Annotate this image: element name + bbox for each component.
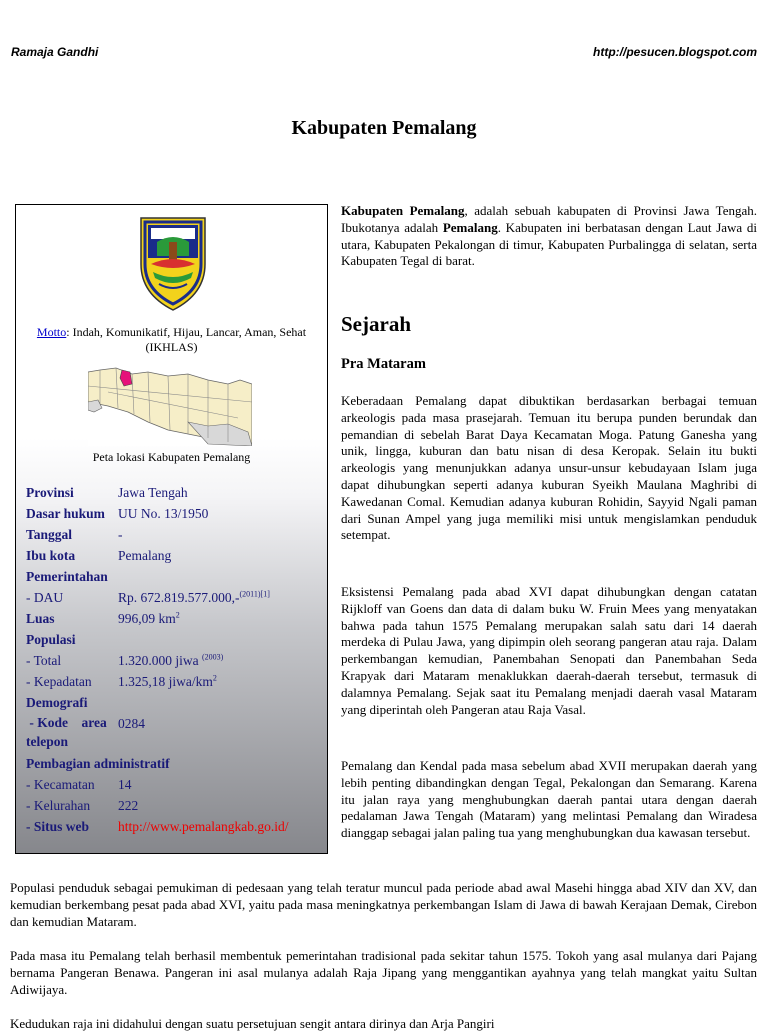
value-dau: Rp. 672.819.577.000,-$^{(2011)[1]}$ — [118, 589, 270, 605]
label-demografi: Demografi — [26, 695, 88, 710]
label-kelurahan: - Kelurahan — [26, 798, 91, 813]
label-luas: Luas — [26, 611, 55, 626]
value-ibu-kota: Pemalang — [118, 548, 172, 563]
heading-sejarah: Sejarah — [341, 312, 411, 336]
website-link[interactable]: http://www.pemalangkab.go.id/ — [118, 819, 289, 834]
paragraph-1: Keberadaan Pemalang dapat dibuktikan berdasarkan berbagai temuan arkeologis pada masa prasejarah. Temuan itu berupa punden berundak dan pemandian di sebelah Barat Daya Kecamatan Moga. Patung Ganesha yang unik, lingga, kuburan dan batu nisan di desa Keropak. Selain itu bukti arkeologis yang menunjukkan adanya unsur-unsur kebudayaan Islam juga dapat dihubungkan seperti adanya kuburan Syeikh Maulana Maghribi di Kawedanan Comal. Kemudian adanya kuburan Rohidin, Sayyid Ngali paman dari Sunan Ampel yang juga memiliki misi untuk mengislamkan penduduk setempat. — [341, 393, 757, 543]
location-map — [88, 362, 252, 446]
label-populasi: Populasi — [26, 632, 76, 647]
label-kode-area: - Kode area telepon — [26, 715, 107, 749]
paragraph-3: Pemalang dan Kendal pada masa sebelum abad XVII merupakan daerah yang lebih penting dibandingkan dengan Tegal, Pekalongan dan Semarang. Karena itu jalan raya yang menghubungkan daerah pantai utara dengan daerah pedalaman Jawa Tengah (Mataram) yang melintasi Pemalang dan Wiradesa dianggap sebagai jalan paling tua yang menghubungkan dua kawasan tersebut. — [341, 758, 757, 841]
subheading-pra-mataram: Pra Mataram — [341, 356, 426, 372]
value-kode-area: 0284 — [118, 716, 145, 731]
value-total: 1.320.000 jiwa $^{(2003)}$ — [118, 652, 224, 668]
row-total — [26, 650, 322, 671]
coat-of-arms-emblem — [135, 214, 211, 312]
row-kecamatan — [26, 774, 322, 795]
motto — [22, 325, 321, 355]
section-populasi — [26, 629, 322, 650]
row-dasar-hukum — [26, 503, 322, 524]
row-ibu-kota — [26, 545, 322, 566]
row-dau — [26, 587, 322, 608]
dau-footnote[interactable]: (2011)[1] — [239, 589, 270, 599]
motto-link[interactable]: Motto — [36, 325, 67, 339]
section-demografi — [26, 692, 322, 713]
infobox-fields — [26, 482, 322, 837]
value-luas: 996,09 $km^2$ — [118, 610, 180, 626]
paragraph-2: Eksistensi Pemalang pada abad XVI dapat dihubungkan dengan catatan Rijkloff van Goens dan data di dalam buku W. Fruin Mees yang menyatakan bahwa pada tahun 1575 Pemalang merupakan salah satu dari 14 daerah merdeka di Pulau Jawa, yang dipimpin oleh seorang pangeran atau raja. Dalam perkembangan kemudian, Panembahan Senopati dan Panembahan Seda Krapyak dari Mataram menaklukkan daerah-daerah tersebut, termasuk di dalamnya Pemalang. Sejak saat itu Pemalang menjadi daerah vasal Mataram yang diperintah oleh Pangeran atau Raja Vasal. — [341, 584, 757, 717]
label-pembagian: Pembagian administratif — [26, 756, 170, 771]
row-situs-web — [26, 816, 322, 837]
value-tanggal: - — [118, 527, 123, 542]
paragraph-5: Pada masa itu Pemalang telah berhasil membentuk pemerintahan tradisional pada sekitar tahun 1575. Tokoh yang asal mulanya dari Pajang bernama Pangeran Benawa. Pangeran ini asal mulanya adalah Raja Jipang yang menggantikan ayahnya yang telah mangkat yaitu Sultan Adiwijaya. — [10, 948, 757, 997]
value-dasar-hukum: UU No. 13/1950 — [118, 506, 209, 521]
header-author: Ramaja Gandhi — [11, 45, 99, 59]
label-situs-web: - Situs web — [26, 819, 90, 834]
label-dau: - DAU — [26, 590, 64, 605]
row-luas — [26, 608, 322, 629]
intro-paragraph: Kabupaten Pemalang, adalah sebuah kabupaten di Provinsi Jawa Tengah. Ibukotanya adalah Pemalang. Kabupaten ini berbatasan dengan Laut Jawa di utara, Kabupaten Pekalongan di timur, Kabupaten Purbalingga di selatan, serta Kabupaten Tegal di barat. — [341, 203, 758, 269]
label-kecamatan: - Kecamatan — [26, 777, 95, 792]
map-caption: Peta lokasi Kabupaten Pemalang — [92, 450, 251, 464]
row-provinsi — [26, 482, 322, 503]
label-provinsi: Provinsi — [26, 485, 74, 500]
section-pemerintahan — [26, 566, 322, 587]
value-provinsi: Jawa Tengah — [118, 485, 188, 500]
paragraph-6: Kedudukan raja ini didahului dengan suatu persetujuan sengit antara dirinya dan Arja Pangiri — [10, 1016, 495, 1031]
row-kelurahan — [26, 795, 322, 816]
section-pembagian — [26, 753, 322, 774]
motto-text: : Indah, Komunikatif, Hijau, Lancar, Aman, Sehat (IKHLAS) — [66, 325, 307, 354]
value-kepadatan: 1.325,18 jiwa/$km^2$ — [118, 673, 217, 689]
value-kelurahan: 222 — [118, 798, 139, 813]
row-kode-area — [26, 713, 322, 753]
row-tanggal — [26, 524, 322, 545]
page-title: Kabupaten Pemalang — [291, 117, 477, 139]
label-total: - Total — [26, 653, 62, 668]
label-kepadatan: - Kepadatan — [26, 674, 92, 689]
value-kecamatan: 14 — [118, 777, 132, 792]
infobox — [15, 204, 328, 854]
row-kepadatan — [26, 671, 322, 692]
label-dasar-hukum: Dasar hukum — [26, 506, 105, 521]
paragraph-4: Populasi penduduk sebagai pemukiman di pedesaan yang telah teratur muncul pada periode abad awal Masehi hingga abad XIV dan XV, dan kemudian berkembang pesat pada abad XVI, yaitu pada masa meningkatnya perkembangan Islam di Jawa di bawah Kerajaan Demak, Cirebon dan kemudian Mataram. — [10, 880, 757, 929]
header-url: http://pesucen.blogspot.com — [593, 45, 757, 59]
label-pemerintahan: Pemerintahan — [26, 569, 108, 584]
label-ibu-kota: Ibu kota — [26, 548, 76, 563]
label-tanggal: Tanggal — [26, 527, 73, 542]
